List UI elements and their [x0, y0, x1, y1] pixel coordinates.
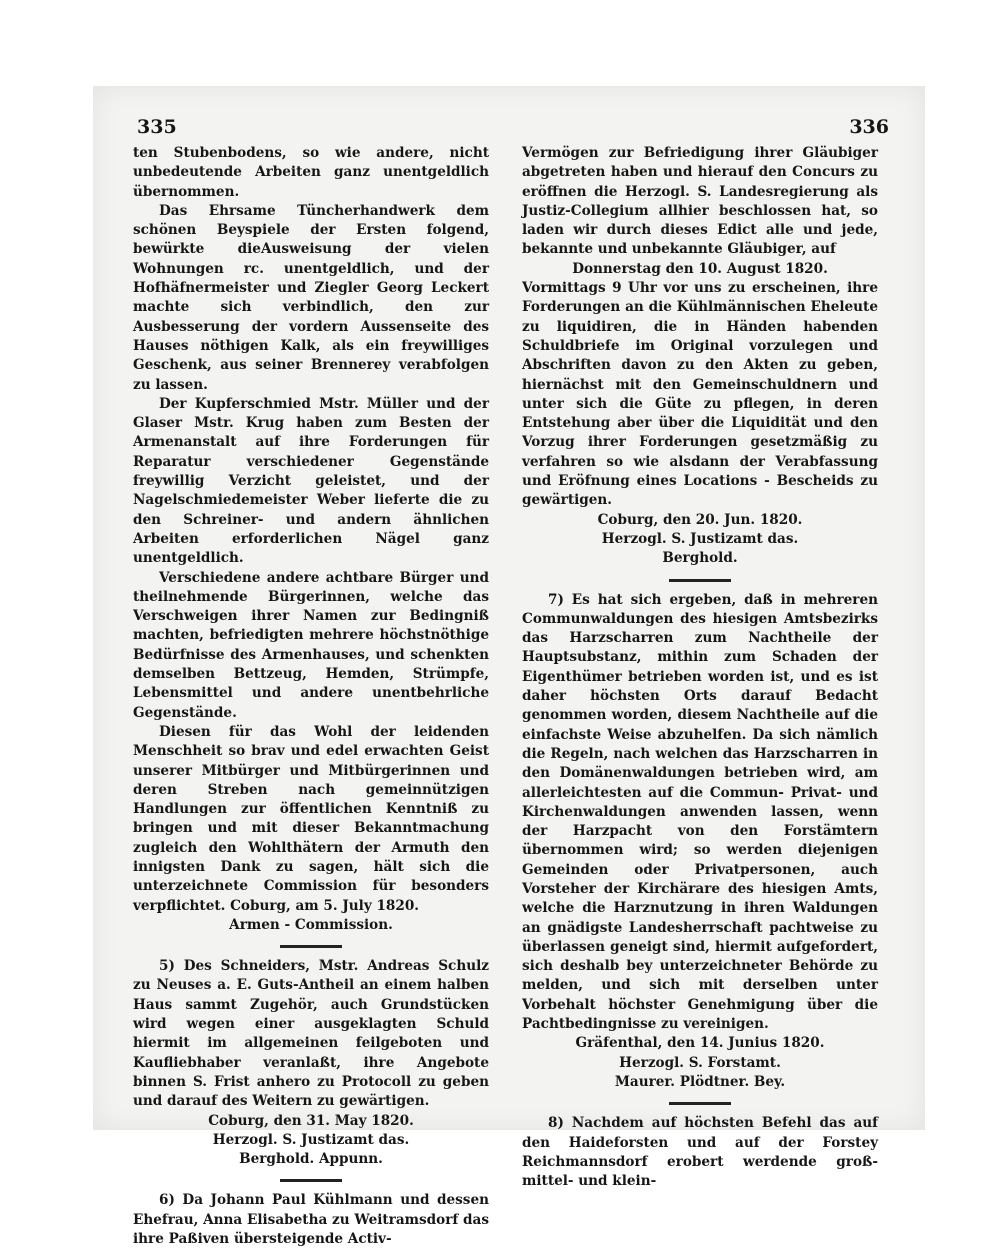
section-divider: [669, 1102, 731, 1105]
signature: Maurer. Plödtner. Bey.: [614, 1073, 786, 1090]
page-number-right: 336: [849, 116, 889, 138]
section-divider: [669, 579, 731, 582]
paragraph: Das Ehrsame Tüncherhandwerk dem schönen Beyspiele der Ersten folgend, bewürkte dieAusweisung der vielen Wohnungen rc. unentgeldlich, und der Hofhäfnermeister und Ziegler Georg Leckert machte sich verbindlich, den zur Ausbesserung der vordern Aussenseite des Hauses nöthigen Kalk, als ein freywilliges Geschenk, aus seiner Brennerey verabfolgen zu lassen.: [133, 202, 489, 393]
paragraph: Der Kupferschmied Mstr. Müller und der Glaser Mstr. Krug haben zum Besten der Armenanstalt auf ihre Forderungen für Reparatur verschiedener Gegenstände freywillig Verzicht geleistet, und der Nagelschmiedemeister Weber lieferte die zu den Schreiner- und andern ähnlichen Arbeiten erforderlichen Nägel ganz unentgeldlich.: [133, 395, 489, 567]
paragraph: Diesen für das Wohl der leidenden Menschheit so brav und edel erwachten Geist unserer Mitbürger und Mitbürgerinnen und deren Streben nach gemeinnützigen Handlungen zur öffentlichen Kenntniß zu bringen und mit dieser Bekanntmachung zugleich den Wohlthätern der Armuth den innigsten Dank zu sagen, hält sich die unterzeichnete Commission für besonders verpflichtet. Coburg, am 5. July 1820.: [133, 723, 489, 914]
right-column: [522, 144, 878, 1191]
date-line: Coburg, den 20. Jun. 1820.: [597, 511, 803, 528]
signature: Berghold. Appunn.: [239, 1151, 383, 1168]
paragraph: ten Stubenbodens, so wie andere, nicht unbedeutende Arbeiten ganz unentgeldlich übernommen.: [133, 145, 489, 200]
notice-8: 8) Nachdem auf höchsten Befehl das auf den Haideforsten und auf der Forstey Reichmannsdorf erobert werdende groß- mittel- und klein-: [522, 1115, 878, 1190]
paragraph: Vermögen zur Befriedigung ihrer Gläubiger abgetreten haben und hierauf den Concurs zu eröffnen die Herzogl. S. Landesregierung als Justiz-Collegium allhier beschlossen hat, so laden wir durch dieses Edict alle und jede, bekannte und unbekannte Gläubiger, auf: [522, 145, 878, 258]
signature: Armen - Commission.: [229, 916, 393, 933]
paragraph: Vormittags 9 Uhr vor uns zu erscheinen, ihre Forderungen an die Kühlmännischen Eheleute zu liquidiren, die in Händen habenden Schuldbriefe im Original vorzulegen und Abschriften davon zu den Akten zu geben, hiernächst mit den Gemeinschuldnern und unter sich die Güte zu pflegen, in deren Entstehung aber über die Liquidität und den Vorzug ihrer Forderungen gesetzmäßig zu verfahren so wie alsdann der Verabfassung und Eröfnung eines Locations - Bescheids zu gewärtigen.: [522, 280, 878, 509]
notice-7: 7) Es hat sich ergeben, daß in mehreren Communwaldungen des hiesigen Amtsbezirks das Harzscharren zum Nachtheile der Hauptsubstanz, mithin zum Schaden der Eigenthümer betrieben worden ist, und es ist daher höchsten Orts darauf Bedacht genommen worden, diesem Nachtheile auf die einfachste Weise abzuhelfen. Da sich nämlich die Regeln, nach welchen das Harzscharren in den Domänenwaldungen betrieben wird, am allerleichtesten auf die Commun- Privat- und Kirchenwaldungen anwenden lassen, wenn der Harzpacht von den Forstämtern übernommen wird; so werden diejenigen Gemeinden oder Privatpersonen, auch Vorsteher der Kirchärare des hiesigen Amts, welche die Harznutzung in ihren Waldungen an gnädigste Landesherrschaft pachtweise zu überlassen geneigt sind, hiermit aufgefordert, sich deshalb bey unterzeichneter Behörde zu melden, und sich mit derselben unter Vorbehalt höchster Genehmigung über die Pachtbedingnisse zu vereinigen.: [522, 591, 878, 1033]
date-line: Coburg, den 31. May 1820.: [208, 1112, 414, 1129]
section-divider: [280, 945, 342, 948]
paragraph: Verschiedene andere achtbare Bürger und theilnehmende Bürgerinnen, welche das Verschweigen ihrer Namen zur Bedingniß machten, befriedigten mehrere höchstnöthige Bedürfnisse des Armenhauses, und schenkten demselben Bettzeug, Hemden, Strümpfe, Lebensmittel und andere unentbehrliche Gegenstände.: [133, 569, 489, 721]
signature: Berghold.: [662, 550, 738, 567]
notice-6: 6) Da Johann Paul Kühlmann und dessen Ehefrau, Anna Elisabetha zu Weitramsdorf das ihre Paßiven übersteigende Activ-: [133, 1192, 489, 1248]
left-column: [133, 144, 489, 1249]
signature: Herzogl. S. Justizamt das.: [601, 530, 799, 547]
date-line: Gräfenthal, den 14. Junius 1820.: [575, 1035, 825, 1052]
scanned-page: [93, 86, 925, 1248]
notice-5: 5) Des Schneiders, Mstr. Andreas Schulz zu Neuses a. E. Guts-Antheil an einem halben Haus sammt Zugehör, auch Grundstücken wird wegen einer ausgeklagten Schuld hiermit im allgemeinen feilgeboten und Kaufliebhaber veranlaßt, ihre Angebote binnen S. Frist anhero zu Protocoll zu geben und darauf des Weitern zu gewärtigen.: [133, 958, 489, 1110]
date-line: Donnerstag den 10. August 1820.: [572, 260, 828, 277]
signature: Herzogl. S. Forstamt.: [619, 1054, 781, 1071]
signature: Herzogl. S. Justizamt das.: [212, 1131, 410, 1148]
page-number-left: 335: [137, 116, 177, 138]
section-divider: [280, 1179, 342, 1182]
